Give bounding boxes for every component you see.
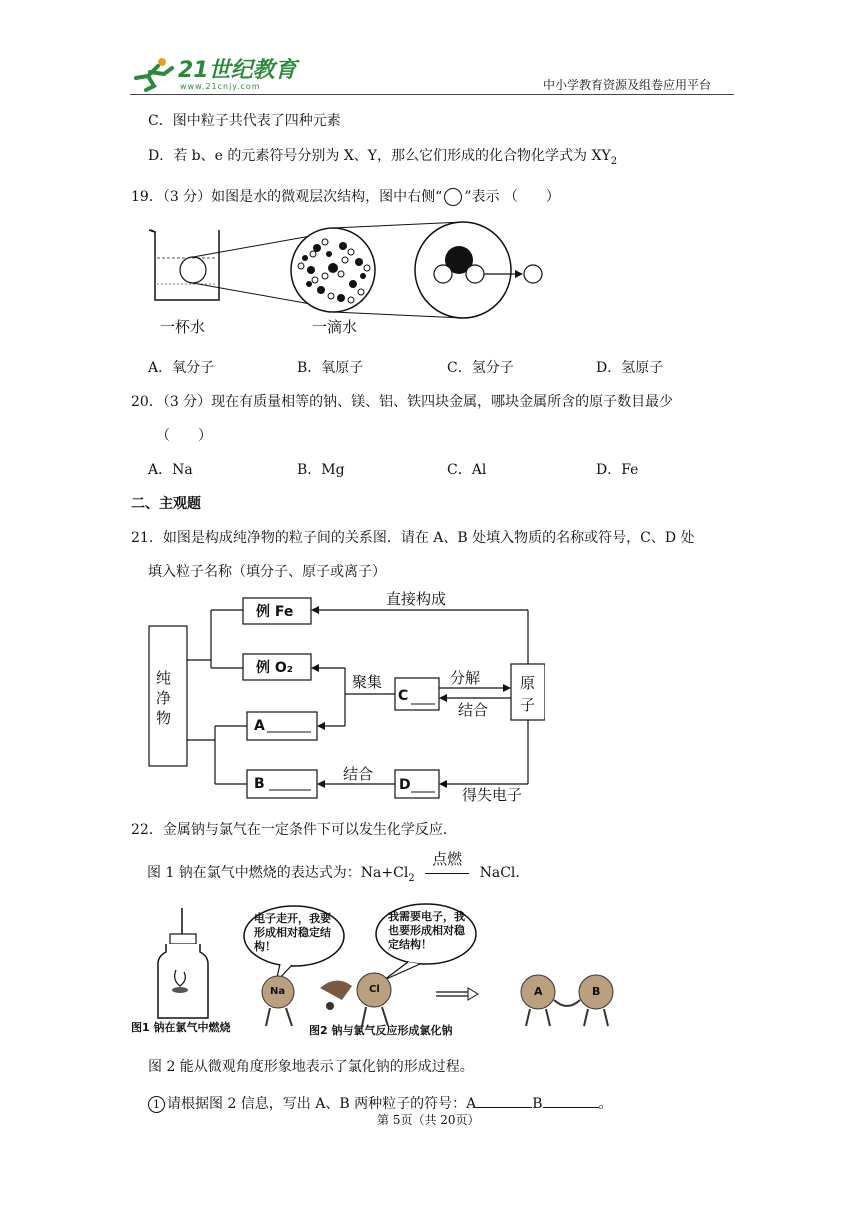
q20-option-b: B．Mg (297, 462, 345, 478)
platform-name: 中小学教育资源及组卷应用平台 (543, 78, 712, 92)
q22-stem: 22．金属钠与氯气在一定条件下可以发生化学反应． (131, 822, 457, 838)
q19-option-c: C．氢分子 (447, 360, 514, 376)
box-c-label: C (398, 688, 409, 704)
q22-fig1-expression: 图 1 钠在氯气中燃烧的表达式为：$Na+Cl_2$ 点燃 NaCl. (147, 850, 520, 884)
label-combine-2: 结合 (343, 765, 374, 783)
q21-stem-line2: 填入粒子名称（填分子、原子或离子） (148, 564, 386, 580)
logo-text: 21世纪教育 (178, 58, 297, 83)
label-a-particle: A (534, 985, 543, 998)
header-divider (130, 94, 734, 95)
label-drop-of-water: 一滴水 (312, 318, 358, 336)
q19-option-b: B．氧原子 (297, 360, 364, 376)
label-direct-composition: 直接构成 (386, 590, 447, 608)
label-combine-1: 结合 (458, 701, 489, 719)
q20-stem: 20．（3 分）现在有质量相等的钠、镁、铝、铁四块金属，哪块金属所含的原子数目最少 (131, 394, 674, 410)
box-a-label: A (254, 718, 265, 734)
q21-stem-line1: 21．如图是构成纯净物的粒子间的关系图．请在 A、B 处填入物质的名称或符号，C、D 处 (131, 530, 695, 546)
box-example-fe: 例 Fe (256, 604, 294, 620)
label-gather: 聚集 (352, 673, 383, 691)
q22-description: 图 2 能从微观角度形象地表示了氯化钠的形成过程。 (148, 1059, 474, 1075)
section-title: 二、主观题 (131, 496, 201, 512)
water-structure-figure (145, 218, 565, 358)
q18-option-c: C．图中粒子共代表了四种元素 (148, 113, 341, 129)
box-d-label: D (399, 777, 411, 793)
q19-option-d: D．氢原子 (596, 360, 664, 376)
small-circle-icon (444, 188, 462, 206)
q19-option-a: A．氧分子 (148, 360, 215, 376)
logo-runner-icon (128, 56, 180, 92)
page-number: 第 5页（共 20页） (377, 1113, 480, 1127)
label-b-particle: B (592, 985, 601, 998)
logo-subtitle: www.21cnjy.com (180, 82, 261, 91)
box-atom-label: 原子 (520, 674, 536, 714)
caption-figure-2: 图2 钠与氯气反应形成氯化钠 (309, 1024, 453, 1037)
label-decompose: 分解 (450, 669, 481, 687)
box-example-o2: 例 O₂ (256, 660, 293, 676)
q20-option-d: D．Fe (596, 462, 639, 478)
q20-option-c: C．Al (447, 462, 487, 478)
label-cl: Cl (369, 984, 380, 995)
reaction-condition: 点燃 (425, 864, 469, 882)
q22-subquestion-1: 1 请根据图 2 信息，写出 A、B 两种粒子的符号：A B 。 (148, 1095, 613, 1113)
q20-paren: （ ） (156, 428, 212, 444)
bubble-cl-text: 我需要电子，我也要形成相对稳定结构！ (388, 910, 465, 951)
label-na: Na (270, 986, 286, 997)
label-gain-lose-electrons: 得失电子 (462, 786, 523, 804)
q19-stem: 19．（3 分）如图是水的微观层次结构，图中右侧“ ”表示 （ ） (131, 189, 560, 205)
box-b-label: B (254, 776, 265, 792)
caption-figure-1: 图1 钠在氯气中燃烧 (131, 1021, 231, 1034)
label-cup-of-water: 一杯水 (160, 318, 206, 336)
label-pure-substance: 纯净物 (156, 669, 172, 727)
q20-option-a: A．Na (148, 462, 193, 478)
q18-option-d: D．若 b、e 的元素符号分别为 X、Y，那么它们形成的化合物化学式为 $XY_2$ (148, 148, 618, 167)
bubble-na-text: 电子走开，我要形成相对稳定结构！ (254, 912, 331, 953)
